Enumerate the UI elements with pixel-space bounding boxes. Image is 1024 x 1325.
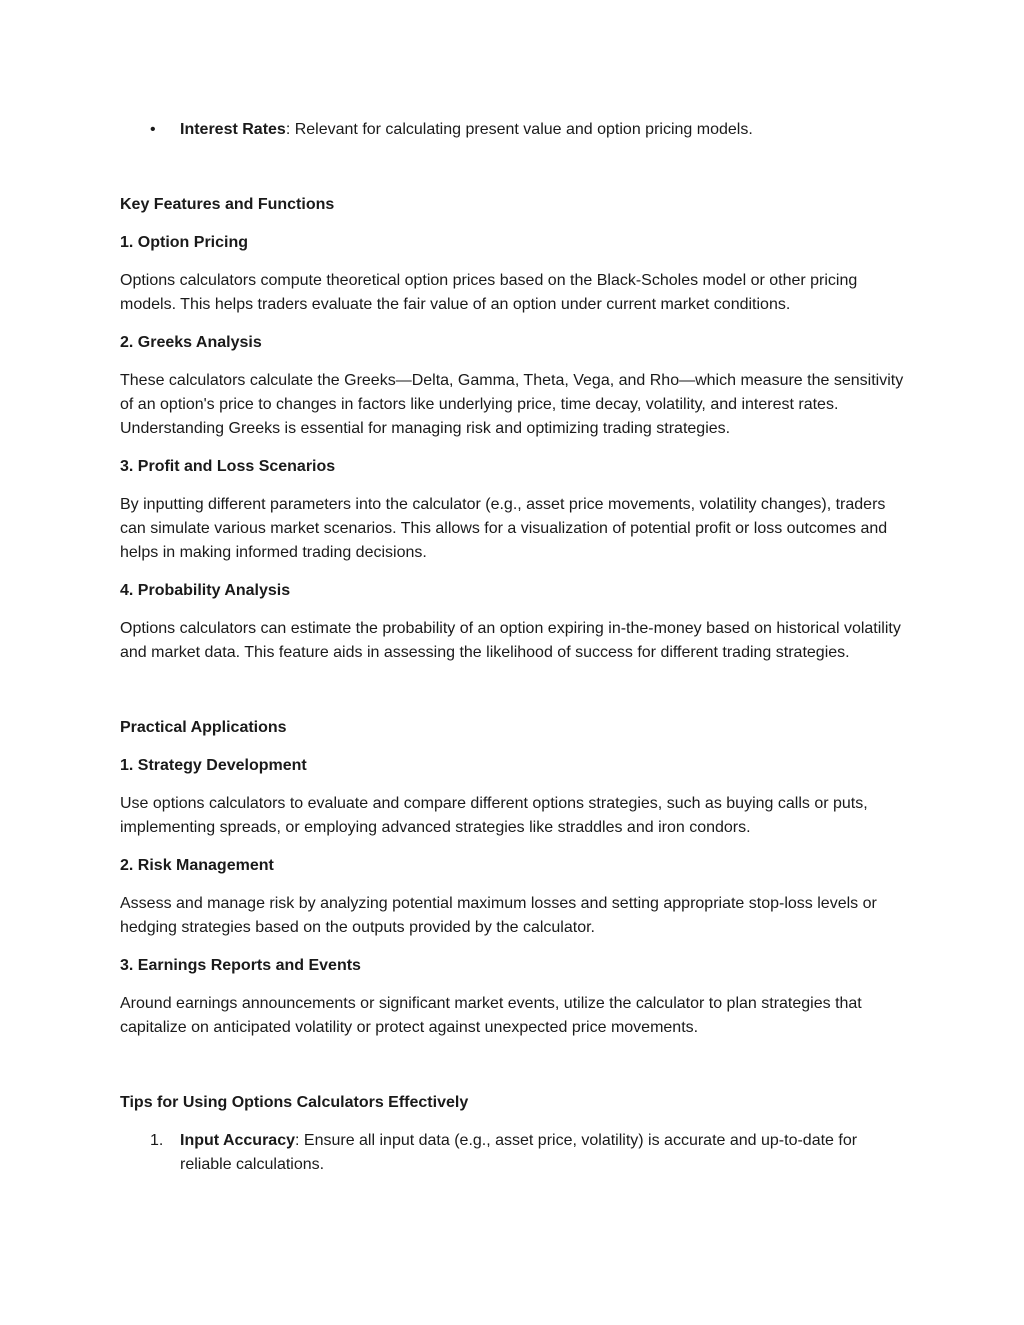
feature-heading: 3. Profit and Loss Scenarios: [120, 458, 336, 475]
bullet-icon: •: [150, 121, 156, 138]
section-title-tips: Tips for Using Options Calculators Effectively: [120, 1094, 469, 1111]
tip-text: : Ensure all input data (e.g., asset price, volatility) is accurate and up-to-date for reliable calculations.: [180, 1132, 858, 1173]
tip-term: Input Accuracy: [180, 1132, 295, 1149]
tip-list-item: [120, 1129, 904, 1177]
section-title-practical-applications: Practical Applications: [120, 719, 287, 736]
list-number: 1.: [150, 1132, 164, 1149]
feature-body: By inputting different parameters into the calculator (e.g., asset price movements, volatility changes), traders can simulate various market scenarios. This allows for a visualization of potential profit or loss outcomes and helps in making informed trading decisions.: [120, 496, 888, 561]
application-body: Around earnings announcements or significant market events, utilize the calculator to plan strategies that capitalize on anticipated volatility or protect against unexpected price movements.: [120, 995, 862, 1036]
feature-body: Options calculators can estimate the probability of an option expiring in-the-money based on historical volatility and market data. This feature aids in assessing the likelihood of success for different trading strategies.: [120, 620, 901, 661]
section-title-key-features: Key Features and Functions: [120, 196, 335, 213]
application-heading: 1. Strategy Development: [120, 757, 307, 774]
feature-heading: 2. Greeks Analysis: [120, 334, 262, 351]
intro-bullet-item: [120, 118, 904, 142]
application-heading: 3. Earnings Reports and Events: [120, 957, 361, 974]
application-heading: 2. Risk Management: [120, 857, 274, 874]
feature-body: Options calculators compute theoretical option prices based on the Black-Scholes model or other pricing models. This helps traders evaluate the fair value of an option under current market conditions.: [120, 272, 858, 313]
application-body: Use options calculators to evaluate and compare different options strategies, such as buying calls or puts, implementing spreads, or employing advanced strategies like straddles and iron condors.: [120, 795, 868, 836]
bullet-text: : Relevant for calculating present value and option pricing models.: [285, 121, 753, 138]
bullet-term: Interest Rates: [180, 121, 286, 138]
application-body: Assess and manage risk by analyzing potential maximum losses and setting appropriate stop-loss levels or hedging strategies based on the outputs provided by the calculator.: [120, 895, 877, 936]
feature-heading: 1. Option Pricing: [120, 234, 249, 251]
feature-heading: 4. Probability Analysis: [120, 582, 291, 599]
feature-body: These calculators calculate the Greeks—Delta, Gamma, Theta, Vega, and Rho—which measure the sensitivity of an option's price to changes in factors like underlying price, time decay, volatility, and interest rates. Understanding Greeks is essential for managing risk and optimizing trading strategies.: [120, 372, 904, 437]
